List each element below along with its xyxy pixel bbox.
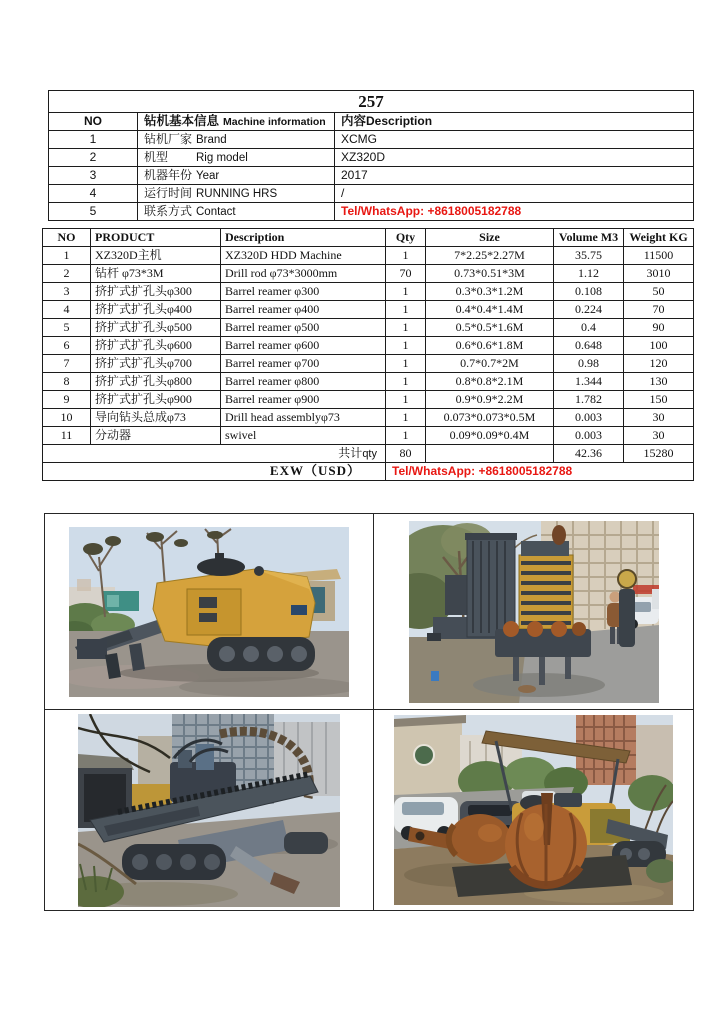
cell-size: 0.073*0.073*0.5M xyxy=(426,409,554,427)
cell-weight: 30 xyxy=(624,409,694,427)
cell-no: 10 xyxy=(43,409,91,427)
info-row-contact xyxy=(49,203,694,221)
cell-volume: 0.648 xyxy=(554,337,624,355)
cell-product: 挤扩式扩孔头φ500 xyxy=(91,319,221,337)
table-row xyxy=(43,427,694,445)
row-number: 5 xyxy=(49,203,138,221)
contact-label: 联系方式 Contact xyxy=(138,203,335,221)
info-row-year xyxy=(49,167,694,185)
running-hrs-value: / xyxy=(335,185,694,203)
model-value: XZ320D xyxy=(335,149,694,167)
header-desc-cn: 内容 xyxy=(341,114,367,129)
gauge-post xyxy=(618,570,636,647)
cell-no: 9 xyxy=(43,391,91,409)
cell-volume: 1.12 xyxy=(554,265,624,283)
total-weight: 15280 xyxy=(624,445,694,463)
cell-no: 1 xyxy=(43,247,91,265)
table-row xyxy=(43,301,694,319)
col-header-description: Description xyxy=(221,229,386,247)
cell-no: 5 xyxy=(43,319,91,337)
exw-row xyxy=(43,463,694,481)
total-row xyxy=(43,445,694,463)
cell-product: 挤扩式扩孔头φ400 xyxy=(91,301,221,319)
info-col-header-no: NO xyxy=(49,113,138,131)
cell-no: 11 xyxy=(43,427,91,445)
row-number: 1 xyxy=(49,131,138,149)
machine-photo-side-view xyxy=(69,527,349,697)
cell-product: 钻杆 φ73*3M xyxy=(91,265,221,283)
cell-description: Barrel reamer φ800 xyxy=(221,373,386,391)
cell-qty: 1 xyxy=(386,283,426,301)
cell-product: 导向钻头总成φ73 xyxy=(91,409,221,427)
cell-description: XZ320D HDD Machine xyxy=(221,247,386,265)
cell-description: Barrel reamer φ400 xyxy=(221,301,386,319)
table-row xyxy=(43,355,694,373)
cell-size: 0.5*0.5*1.6M xyxy=(426,319,554,337)
cell-product: 挤扩式扩孔头φ600 xyxy=(91,337,221,355)
photo-cell-top-left xyxy=(45,514,374,710)
cell-weight: 130 xyxy=(624,373,694,391)
cell-weight: 30 xyxy=(624,427,694,445)
cell-no: 4 xyxy=(43,301,91,319)
product-table xyxy=(42,228,694,481)
total-label: 共计qty xyxy=(43,445,386,463)
cell-qty: 1 xyxy=(386,391,426,409)
cell-description: Barrel reamer φ500 xyxy=(221,319,386,337)
photo-cell-bottom-right xyxy=(374,710,693,910)
contact-value: Tel/WhatsApp: +8618005182788 xyxy=(335,203,694,221)
cell-weight: 120 xyxy=(624,355,694,373)
table-row xyxy=(43,373,694,391)
cell-volume: 1.782 xyxy=(554,391,624,409)
cell-size: 0.9*0.9*2.2M xyxy=(426,391,554,409)
machine-photo-rear-view xyxy=(409,521,659,703)
cell-volume: 0.224 xyxy=(554,301,624,319)
cell-qty: 70 xyxy=(386,265,426,283)
exw-contact-value: Tel/WhatsApp: +8618005182788 xyxy=(386,463,694,481)
col-header-size: Size xyxy=(426,229,554,247)
cell-description: Barrel reamer φ300 xyxy=(221,283,386,301)
col-header-volume: Volume M3 xyxy=(554,229,624,247)
cell-volume: 0.98 xyxy=(554,355,624,373)
col-header-product: PRODUCT xyxy=(91,229,221,247)
photo-grid xyxy=(44,513,694,911)
cell-weight: 90 xyxy=(624,319,694,337)
year-value: 2017 xyxy=(335,167,694,185)
total-qty: 80 xyxy=(386,445,426,463)
machine-photo-reamers-view xyxy=(394,715,673,905)
cell-description: Barrel reamer φ600 xyxy=(221,337,386,355)
col-header-no: NO xyxy=(43,229,91,247)
header-group-cn: 钻机基本信息 xyxy=(144,114,220,129)
cell-product: 挤扩式扩孔头φ800 xyxy=(91,373,221,391)
cell-no: 2 xyxy=(43,265,91,283)
model-label: 机型 Rig model xyxy=(138,149,335,167)
cell-qty: 1 xyxy=(386,373,426,391)
total-size xyxy=(426,445,554,463)
cell-size: 0.73*0.51*3M xyxy=(426,265,554,283)
year-label: 机器年份 Year xyxy=(138,167,335,185)
cell-product: XZ320D主机 xyxy=(91,247,221,265)
table-row xyxy=(43,247,694,265)
cell-size: 7*2.25*2.27M xyxy=(426,247,554,265)
cell-qty: 1 xyxy=(386,409,426,427)
table-row xyxy=(43,265,694,283)
cell-size: 0.3*0.3*1.2M xyxy=(426,283,554,301)
cell-no: 8 xyxy=(43,373,91,391)
cell-weight: 150 xyxy=(624,391,694,409)
cell-qty: 1 xyxy=(386,427,426,445)
cell-product: 挤扩式扩孔头φ300 xyxy=(91,283,221,301)
cell-qty: 1 xyxy=(386,301,426,319)
cell-weight: 100 xyxy=(624,337,694,355)
header-group-en: Machine information xyxy=(223,116,326,129)
table-row xyxy=(43,391,694,409)
cell-weight: 3010 xyxy=(624,265,694,283)
table-row xyxy=(43,283,694,301)
cell-size: 0.09*0.09*0.4M xyxy=(426,427,554,445)
row-number: 3 xyxy=(49,167,138,185)
cell-size: 0.6*0.6*1.8M xyxy=(426,337,554,355)
machine-info-table xyxy=(48,90,694,221)
info-col-header-machine-information xyxy=(138,113,335,131)
brand-value: XCMG xyxy=(335,131,694,149)
cell-weight: 11500 xyxy=(624,247,694,265)
table-row xyxy=(43,337,694,355)
cell-qty: 1 xyxy=(386,319,426,337)
cell-qty: 1 xyxy=(386,355,426,373)
running-hrs-label: 运行时间 RUNNING HRS xyxy=(138,185,335,203)
photo-cell-top-right xyxy=(374,514,693,710)
row-number: 4 xyxy=(49,185,138,203)
cell-weight: 50 xyxy=(624,283,694,301)
machine-photo-frame-view xyxy=(78,714,340,907)
header-desc-en: Description xyxy=(366,114,433,129)
cell-qty: 1 xyxy=(386,337,426,355)
cell-weight: 70 xyxy=(624,301,694,319)
product-header-row xyxy=(43,229,694,247)
page-title: 257 xyxy=(49,91,694,113)
cell-description: Barrel reamer φ900 xyxy=(221,391,386,409)
cell-product: 挤扩式扩孔头φ700 xyxy=(91,355,221,373)
photo-cell-bottom-left xyxy=(45,710,374,910)
brand-label: 钻机厂家 Brand xyxy=(138,131,335,149)
exw-label: EXW（USD） xyxy=(43,463,386,481)
cell-product: 分动器 xyxy=(91,427,221,445)
cell-size: 0.4*0.4*1.4M xyxy=(426,301,554,319)
cell-size: 0.7*0.7*2M xyxy=(426,355,554,373)
row-number: 2 xyxy=(49,149,138,167)
table-row xyxy=(43,319,694,337)
cell-no: 3 xyxy=(43,283,91,301)
cell-no: 6 xyxy=(43,337,91,355)
cell-description: swivel xyxy=(221,427,386,445)
cell-description: Barrel reamer φ700 xyxy=(221,355,386,373)
cell-qty: 1 xyxy=(386,247,426,265)
cell-size: 0.8*0.8*2.1M xyxy=(426,373,554,391)
cell-volume: 0.003 xyxy=(554,427,624,445)
cell-volume: 35.75 xyxy=(554,247,624,265)
cell-volume: 0.003 xyxy=(554,409,624,427)
cell-description: Drill head assemblyφ73 xyxy=(221,409,386,427)
info-row-running-hrs xyxy=(49,185,694,203)
info-row-model xyxy=(49,149,694,167)
total-volume: 42.36 xyxy=(554,445,624,463)
col-header-qty: Qty xyxy=(386,229,426,247)
cell-description: Drill rod φ73*3000mm xyxy=(221,265,386,283)
info-row-brand xyxy=(49,131,694,149)
info-col-header-description xyxy=(335,113,694,131)
info-header-row xyxy=(49,113,694,131)
cell-volume: 0.4 xyxy=(554,319,624,337)
table-row xyxy=(43,409,694,427)
cell-volume: 1.344 xyxy=(554,373,624,391)
cell-no: 7 xyxy=(43,355,91,373)
cell-volume: 0.108 xyxy=(554,283,624,301)
title-row xyxy=(49,91,694,113)
cell-product: 挤扩式扩孔头φ900 xyxy=(91,391,221,409)
col-header-weight: Weight KG xyxy=(624,229,694,247)
